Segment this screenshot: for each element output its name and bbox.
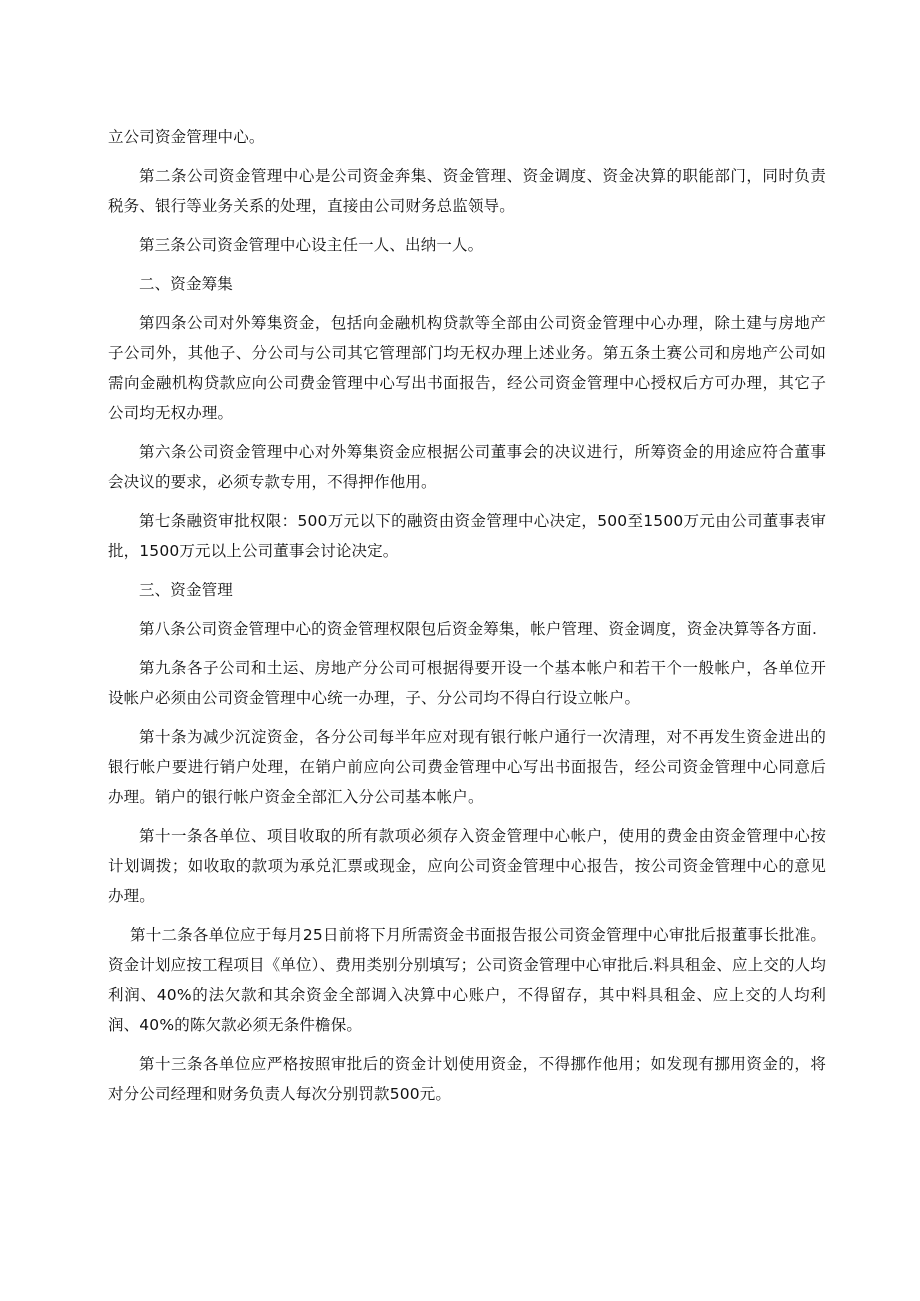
document-page (108, 122, 826, 1109)
article-9: 第九条各子公司和土运、房地产分公司可根据得要开设一个基本帐户和若干个一般帐户，各单位开设帐户必须由公司资金管理中心统一办理，子、分公司均不得白行设立帐户。 (108, 659, 826, 707)
paragraph-continuation: 立公司资金管理中心。 (108, 128, 265, 146)
article-8: 第八条公司资金管理中心的资金管理权限包后资金筹集，帐户管理、资金调度，资金决算等各方面. (139, 620, 818, 638)
article-10: 第十条为减少沉淀资金，各分公司每半年应对现有银行帐户通行一次清理，对不再发生资金进出的银行帐户要进行销户处理，在销户前应向公司费金管理中心写出书面报告，经公司资金管理中心同意后办理。销户的银行帐户资金全部汇入分公司基本帐户。 (108, 728, 826, 806)
article-13: 第十三条各单位应严格按照审批后的资金计划使用资金，不得挪作他用；如发现有挪用资金的，将对分公司经理和财务负责人每次分别罚款500元。 (108, 1055, 826, 1103)
article-3: 第三条公司资金管理中心设主任一人、出纳一人。 (139, 236, 484, 254)
article-4-5: 第四条公司对外筹集资金，包括向金融机构贷款等全部由公司资金管理中心办理，除土建与房地产子公司外，其他子、分公司与公司其它管理部门均无权办理上述业务。第五条土赛公司和房地产公司如需向金融机构贷款应向公司费金管理中心写出书面报告，经公司资金管理中心授权后方可办理，其它子公司均无权办理。 (108, 314, 826, 422)
article-2: 第二条公司资金管理中心是公司资金奔集、资金管理、资金调度、资金决算的职能部门，同时负责税务、银行等业务关系的处理，直接由公司财务总监领导。 (108, 167, 826, 215)
article-11: 第十一条各单位、项目收取的所有款项必须存入资金管理中心帐户，使用的费金由资金管理中心按计划调拨；如收取的款项为承兑汇票或现金，应向公司资金管理中心报告，按公司资金管理中心的意见办理。 (108, 827, 826, 905)
article-7: 第七条融资审批权限：500万元以下的融资由资金管理中心决定，500至1500万元由公司董事表审批，1500万元以上公司董事会讨论决定。 (108, 512, 826, 560)
article-12: 第十二条各单位应于每月25日前将下月所需资金书面报告报公司资金管理中心审批后报董事长批准。资金计划应按工程项目《单位）、费用类别分别填写；公司资金管理中心审批后.料具租金、应上交的人均利润、40%的法欠款和其余资金全部调入决算中心账户，不得留存，其中料具租金、应上交的人均利润、40%的陈欠款必须无条件檐保。 (108, 926, 826, 1034)
section-heading-management: 三、资金管理 (139, 581, 233, 599)
article-6: 第六条公司资金管理中心对外筹集资金应根据公司董事会的决议进行，所筹资金的用途应符合董事会决议的要求，必须专款专用，不得押作他用。 (108, 443, 826, 491)
section-heading-fundraising: 二、资金筹集 (139, 275, 233, 293)
